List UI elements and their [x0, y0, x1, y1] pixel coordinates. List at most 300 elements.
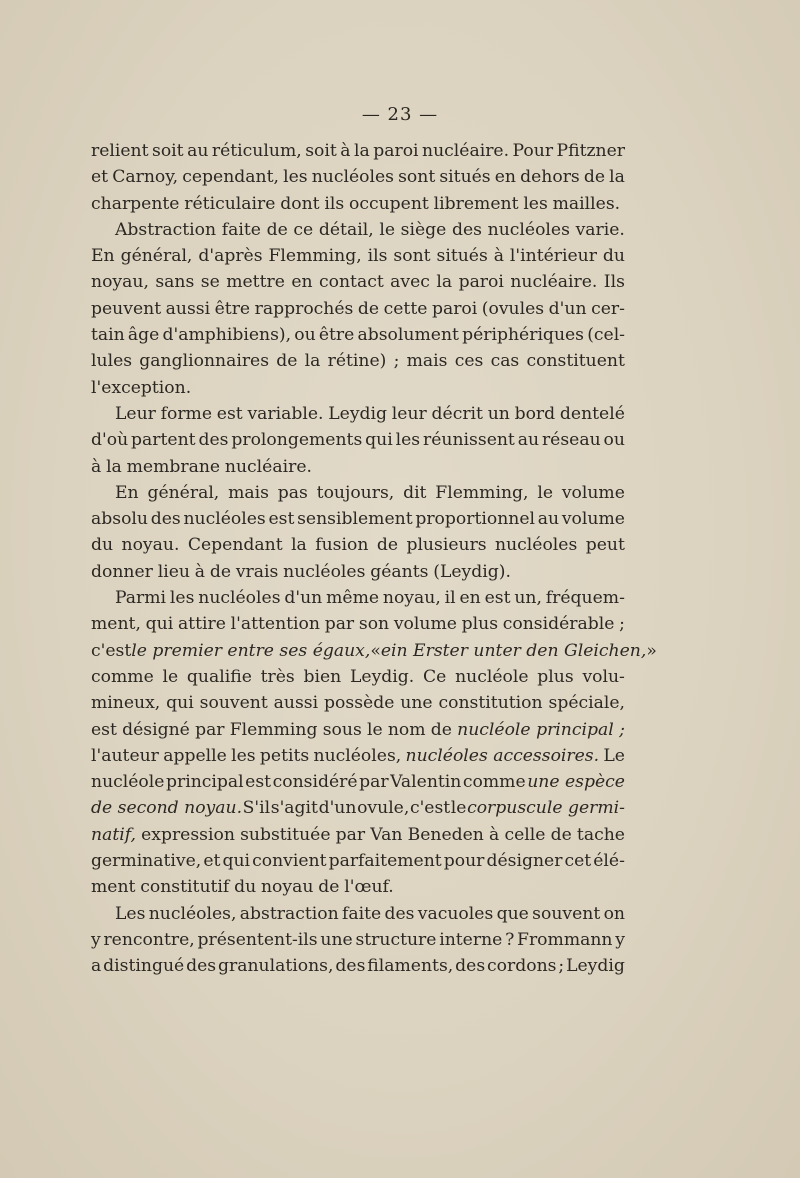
- word: réticulaire: [184, 193, 276, 214]
- word: des: [198, 430, 229, 451]
- word: ment: [91, 877, 136, 898]
- word: nucléole: [455, 666, 529, 687]
- word: le: [379, 219, 395, 240]
- word: cordons: [487, 956, 557, 977]
- word: noyau,: [91, 272, 149, 293]
- word: germinative,: [91, 851, 202, 872]
- word: est: [245, 772, 272, 793]
- word: qualifie: [186, 666, 252, 687]
- word: de: [266, 219, 288, 240]
- word: noyau,: [382, 588, 441, 609]
- word: est: [484, 588, 511, 609]
- word: tache: [576, 824, 625, 845]
- word: celle: [504, 824, 546, 845]
- word: Carnoy,: [112, 167, 179, 188]
- word: en: [459, 588, 481, 609]
- word: de: [583, 167, 606, 188]
- word: rétine): [327, 351, 387, 372]
- word: la: [106, 456, 122, 477]
- word: géants: [370, 561, 429, 582]
- word: des: [451, 219, 482, 240]
- word: leur: [391, 403, 427, 424]
- word: mailles.: [552, 193, 621, 214]
- text-line: [91, 874, 625, 900]
- word: volume: [393, 614, 457, 635]
- word: est: [268, 509, 295, 530]
- word: au: [187, 141, 209, 161]
- word: du: [91, 535, 114, 556]
- word: filaments,: [367, 956, 454, 977]
- word: dit: [403, 482, 427, 503]
- word: du: [234, 877, 257, 898]
- word: ces: [454, 351, 484, 372]
- word: Flemming: [229, 719, 318, 740]
- word: pas: [277, 482, 308, 503]
- word: ou: [603, 430, 625, 451]
- word: une: [400, 693, 433, 714]
- word: les: [283, 167, 308, 188]
- word: à: [340, 141, 351, 161]
- word: Les: [115, 903, 146, 924]
- word: par: [324, 614, 355, 635]
- word: par: [195, 719, 225, 740]
- word: ;: [558, 956, 565, 977]
- word: cer-: [591, 298, 625, 319]
- word: d'amphibiens),: [162, 325, 292, 346]
- word: l'exception.: [91, 377, 192, 398]
- word: on: [603, 903, 625, 924]
- word: mettre: [226, 272, 285, 293]
- text-line: [91, 532, 625, 558]
- word: paroi: [458, 272, 504, 293]
- word: librement: [433, 193, 519, 214]
- word: (Leydig).: [433, 561, 511, 582]
- word: au: [537, 509, 560, 530]
- word: et: [91, 167, 109, 188]
- page-number: — 23 —: [361, 104, 439, 125]
- word: que: [496, 903, 529, 924]
- word: être: [214, 298, 251, 319]
- word: ils: [324, 193, 345, 214]
- word: d'un: [318, 798, 357, 819]
- italic-word: nucléoles accessoires.: [405, 745, 600, 766]
- word: volume: [561, 482, 625, 503]
- word: Flemming,: [268, 246, 362, 267]
- italic-word: nucléole principal ;: [457, 719, 625, 740]
- word: est: [216, 403, 243, 424]
- word: qui: [222, 851, 251, 872]
- text-line: [91, 611, 625, 637]
- word: réticulum,: [211, 141, 302, 161]
- word: mineux,: [91, 693, 161, 714]
- word: dont: [280, 193, 320, 214]
- word: dentelé: [559, 403, 625, 424]
- word: sont: [398, 167, 436, 188]
- word: (cel-: [587, 325, 625, 346]
- word: prolongements: [231, 430, 363, 451]
- word: cet: [564, 851, 592, 872]
- word: lules: [91, 351, 133, 372]
- italic-word: le premier entre ses égaux,: [131, 640, 371, 661]
- word: interne: [439, 929, 503, 950]
- word: distingué: [103, 956, 185, 977]
- word: nucléoles: [487, 219, 570, 240]
- word: ;: [393, 351, 400, 372]
- word: est: [91, 719, 117, 740]
- word: Frommann: [517, 929, 613, 950]
- word: petits: [259, 745, 310, 766]
- word: principal: [165, 772, 244, 793]
- word: faite: [221, 219, 261, 240]
- word: nucléaire.: [422, 141, 510, 161]
- word: Valentin: [390, 772, 462, 793]
- word: un,: [514, 588, 542, 609]
- word: décrit: [431, 403, 483, 424]
- word: nucléoles: [198, 588, 281, 609]
- word: sont: [393, 246, 431, 267]
- word: Leur: [115, 403, 156, 424]
- word: détail,: [318, 219, 374, 240]
- word: fusion: [315, 535, 369, 556]
- word: soit: [305, 141, 337, 161]
- word: proportionnel: [415, 509, 536, 530]
- word: de: [276, 351, 298, 372]
- word: élé-: [593, 851, 625, 872]
- word: par: [359, 772, 389, 793]
- word: forme: [160, 403, 213, 424]
- text-line: [91, 795, 625, 821]
- word: Beneden: [407, 824, 484, 845]
- word: être: [318, 325, 355, 346]
- word: partent: [131, 430, 196, 451]
- word: occupent: [349, 193, 429, 214]
- word: nucléaire.: [510, 272, 598, 293]
- word: donner: [91, 561, 153, 582]
- text-line: [91, 375, 625, 401]
- word: absolu: [91, 509, 148, 530]
- word: siège: [400, 219, 447, 240]
- word: possède: [324, 693, 395, 714]
- word: convient: [252, 851, 327, 872]
- text-line: [91, 427, 625, 453]
- word: la: [304, 351, 321, 372]
- word: cependant,: [182, 167, 279, 188]
- word: aussi: [165, 298, 211, 319]
- word: ce: [293, 219, 314, 240]
- word: de: [318, 877, 340, 898]
- word: la: [291, 535, 307, 556]
- word: d'où: [91, 430, 129, 451]
- word: Pour: [512, 141, 554, 161]
- word: le: [450, 798, 467, 819]
- word: Van: [370, 824, 403, 845]
- word: a: [91, 956, 102, 977]
- word: nucléoles,: [313, 745, 402, 766]
- word: de: [357, 298, 380, 319]
- word: nucléoles: [495, 535, 578, 556]
- word: Pfitzner: [556, 141, 625, 161]
- word: à: [493, 246, 504, 267]
- word: la: [354, 141, 370, 161]
- word: par: [335, 824, 366, 845]
- word: nucléole: [91, 772, 165, 793]
- word: périphériques: [462, 325, 585, 346]
- word: à: [91, 456, 102, 477]
- word: bien: [303, 666, 342, 687]
- word: des: [335, 956, 366, 977]
- word: sous: [322, 719, 362, 740]
- word: d'un: [284, 588, 323, 609]
- word: qui: [145, 614, 174, 635]
- word: l'attention: [230, 614, 320, 635]
- word: peut: [585, 535, 625, 556]
- word: constitution: [438, 693, 543, 714]
- word: l'œuf.: [344, 877, 394, 898]
- text-line: [91, 638, 657, 664]
- text-line: [91, 585, 625, 611]
- word: l'auteur: [91, 745, 159, 766]
- word: en: [291, 272, 313, 293]
- word: à: [489, 824, 500, 845]
- word: son: [358, 614, 390, 635]
- word: nucléoles: [283, 561, 366, 582]
- text-line: [91, 348, 625, 374]
- text-line: [91, 401, 625, 427]
- word: la: [609, 167, 625, 188]
- word: général,: [147, 482, 220, 503]
- text-line: [91, 164, 625, 190]
- word: charpente: [91, 193, 180, 214]
- word: bord: [514, 403, 556, 424]
- word: paroi: [373, 141, 419, 161]
- text-line: [91, 480, 625, 506]
- word: un: [487, 403, 510, 424]
- italic-word: ein Erster unter den Gleichen,: [380, 640, 647, 661]
- word: réseau: [541, 430, 601, 451]
- word: les: [523, 193, 548, 214]
- word: constitutif: [140, 877, 230, 898]
- word: Cependant: [187, 535, 283, 556]
- word: attire: [177, 614, 226, 635]
- italic-word: de second noyau.: [91, 798, 243, 819]
- word: vacuoles: [417, 903, 494, 924]
- word: de: [550, 824, 572, 845]
- word: comme: [462, 772, 526, 793]
- word: réunissent: [423, 430, 515, 451]
- word: c'est: [409, 798, 451, 819]
- word: des: [150, 509, 181, 530]
- word: nucléaire.: [224, 456, 312, 477]
- word: ovule,: [357, 798, 410, 819]
- word: des: [384, 903, 415, 924]
- word: rencontre,: [103, 929, 195, 950]
- word: ganglionnaires: [139, 351, 270, 372]
- word: ils: [367, 246, 388, 267]
- word: paroi: [431, 298, 478, 319]
- text-line: [91, 138, 625, 164]
- word: varie.: [575, 219, 625, 240]
- word: parfaitement: [328, 851, 442, 872]
- word: avec: [390, 272, 430, 293]
- word: vrais: [235, 561, 279, 582]
- word: noyau: [260, 877, 314, 898]
- word: y: [615, 929, 625, 950]
- word: En: [115, 482, 139, 503]
- word: spéciale,: [548, 693, 625, 714]
- text-line: [91, 269, 625, 295]
- word: expression: [141, 824, 235, 845]
- word: la: [436, 272, 453, 293]
- word: il: [444, 588, 456, 609]
- word: Parmi: [115, 588, 167, 609]
- text-line: [91, 769, 625, 795]
- word: Flemming,: [435, 482, 529, 503]
- word: au: [517, 430, 540, 451]
- text-line: [91, 901, 625, 927]
- word: toujours,: [316, 482, 395, 503]
- word: désigné: [122, 719, 190, 740]
- word: souvent: [199, 693, 268, 714]
- text-line: [91, 953, 625, 979]
- word: les: [231, 745, 256, 766]
- word: cette: [383, 298, 428, 319]
- word: s'agit: [270, 798, 318, 819]
- word: se: [200, 272, 220, 293]
- word: de: [430, 719, 452, 740]
- word: qui: [365, 430, 393, 451]
- word: le: [366, 719, 383, 740]
- word: d'un: [548, 298, 587, 319]
- word: Ils: [603, 272, 625, 293]
- word: dehors: [520, 167, 580, 188]
- text-line: [91, 559, 625, 585]
- word: peuvent: [91, 298, 162, 319]
- word: contact: [319, 272, 384, 293]
- word: ment,: [91, 614, 141, 635]
- word: S'il: [242, 798, 271, 819]
- word: en: [494, 167, 516, 188]
- word: l'intérieur: [509, 246, 597, 267]
- word: général,: [120, 246, 193, 267]
- word: ?: [505, 929, 515, 950]
- word: pour: [443, 851, 485, 872]
- word: cas: [490, 351, 520, 372]
- word: fréquem-: [545, 588, 625, 609]
- text-line: [91, 743, 625, 769]
- word: du: [602, 246, 625, 267]
- word: noyau.: [121, 535, 180, 556]
- word: faite: [341, 903, 382, 924]
- word: très: [260, 666, 295, 687]
- word: présentent-ils: [197, 929, 318, 950]
- word: âge: [127, 325, 160, 346]
- word: tain: [91, 325, 125, 346]
- word: substituée: [240, 824, 331, 845]
- word: aussi: [273, 693, 319, 714]
- word: Leydig.: [350, 666, 415, 687]
- text-line: [91, 822, 625, 848]
- word: situés: [436, 246, 488, 267]
- word: plus: [461, 614, 499, 635]
- word: Ce: [423, 666, 447, 687]
- word: de: [209, 561, 232, 582]
- word: variable.: [247, 403, 324, 424]
- word: Leydig: [328, 403, 388, 424]
- word: lieu: [157, 561, 190, 582]
- word: plus: [537, 666, 574, 687]
- text-line: [91, 927, 625, 953]
- word: le: [162, 666, 179, 687]
- word: le: [537, 482, 553, 503]
- word: Leydig: [566, 956, 625, 977]
- word: volu-: [582, 666, 625, 687]
- word: Le: [603, 745, 625, 766]
- word: mais: [228, 482, 269, 503]
- word: ;: [619, 614, 625, 635]
- word: considéré: [272, 772, 358, 793]
- word: les: [169, 588, 195, 609]
- word: En: [91, 246, 115, 267]
- word: des: [455, 956, 486, 977]
- text-line: [91, 296, 625, 322]
- word: nucléoles,: [148, 903, 237, 924]
- italic-word: corpuscule germi-: [467, 798, 625, 819]
- word: soit: [152, 141, 184, 161]
- word: désigner: [486, 851, 563, 872]
- word: une: [320, 929, 353, 950]
- italic-word: une espèce: [527, 772, 625, 793]
- word: abstraction: [239, 903, 339, 924]
- word: nucléoles: [311, 167, 394, 188]
- word: souvent: [532, 903, 601, 924]
- word: les: [395, 430, 421, 451]
- word: situés: [439, 167, 491, 188]
- word: appelle: [163, 745, 227, 766]
- word: Abstraction: [115, 219, 217, 240]
- word: granulations,: [218, 956, 334, 977]
- word: nucléoles: [183, 509, 266, 530]
- text-line: [91, 848, 625, 874]
- word: à: [194, 561, 206, 582]
- word: comme: [91, 666, 154, 687]
- word: mais: [406, 351, 448, 372]
- word: et: [203, 851, 221, 872]
- text-line: [91, 717, 625, 743]
- word: absolument: [357, 325, 459, 346]
- word: »: [646, 640, 657, 661]
- word: même: [326, 588, 380, 609]
- word: membrane: [126, 456, 221, 477]
- word: y: [91, 929, 101, 950]
- word: relient: [91, 141, 149, 161]
- italic-word: natif,: [91, 824, 136, 845]
- word: constituent: [526, 351, 625, 372]
- word: de: [376, 535, 399, 556]
- word: structure: [355, 929, 437, 950]
- body-text: [91, 138, 657, 980]
- text-line: [91, 690, 625, 716]
- word: «: [370, 640, 381, 661]
- word: considérable: [502, 614, 615, 635]
- word: qui: [166, 693, 194, 714]
- word: plusieurs: [406, 535, 487, 556]
- word: rapprochés: [254, 298, 354, 319]
- text-line: [91, 664, 625, 690]
- word: (ovules: [481, 298, 545, 319]
- word: des: [186, 956, 217, 977]
- word: d'après: [198, 246, 263, 267]
- word: sans: [155, 272, 195, 293]
